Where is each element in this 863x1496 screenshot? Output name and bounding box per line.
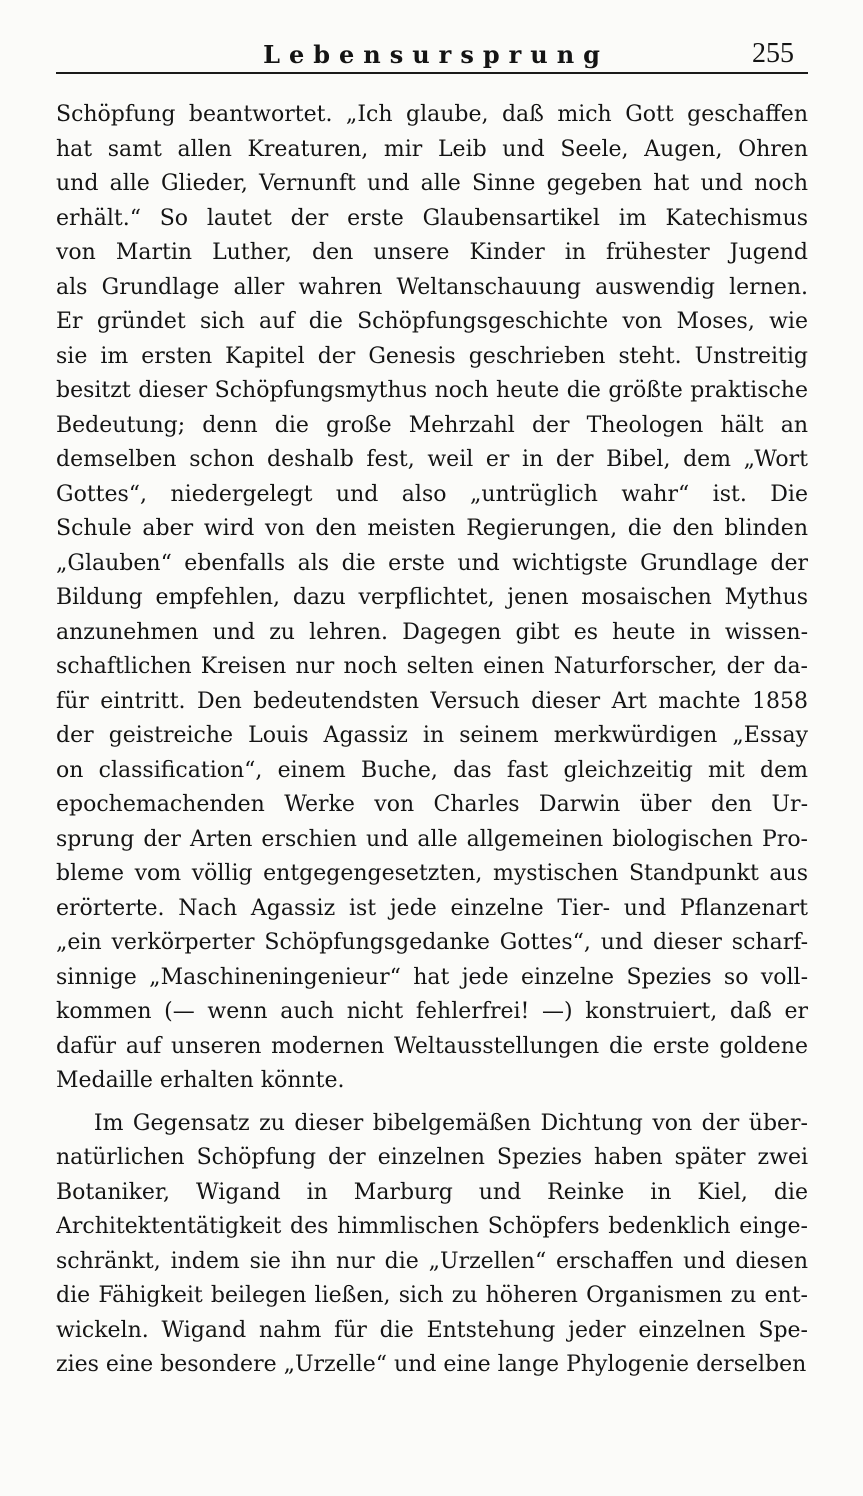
text-line: on classification“, einem Buche, das fast gleichzeitig mit dem [56, 757, 808, 783]
text-line: Er gründet sich auf die Schöpfungsgeschichte von Moses, wie [56, 309, 808, 334]
text-line: Botaniker, Wigand in Marburg und Reinke in Kiel, die [56, 1179, 808, 1205]
text-line: von Martin Luther, den unsere Kinder in frühester Jugend [56, 240, 808, 265]
paragraph [56, 98, 808, 1099]
page-header [56, 38, 808, 74]
text-line: wickeln. Wigand nahm für die Entstehung jeder einzelnen Spe- [56, 1317, 808, 1343]
text-line: für eintritt. Den bedeutendsten Versuch dieser Art machte 1858 [56, 688, 808, 714]
text-line: Schöpfung beantwortet. „Ich glaube, daß mich Gott geschaffen [56, 102, 808, 127]
text-line: und alle Glieder, Vernunft und alle Sinne gegeben hat und noch [56, 171, 808, 196]
text-line: zies eine besondere „Urzelle“ und eine lange Phylogenie derselben [56, 1352, 807, 1377]
text-line: schaftlichen Kreisen nur noch selten einen Naturforscher, der da- [56, 654, 808, 679]
text-line: epochemachenden Werke von Charles Darwin über den Ur- [56, 792, 808, 817]
text-line: der geistreiche Louis Agassiz in seinem merkwürdigen „Essay [56, 723, 808, 748]
text-line: sprung der Arten erschien und alle allgemeinen biologischen Pro- [56, 826, 808, 852]
text-line: Schule aber wird von den meisten Regierungen, die den blinden [56, 516, 808, 541]
running-title: Lebensursprung [263, 40, 609, 69]
text-line: anzunehmen und zu lehren. Dagegen gibt es heute in wissen- [56, 619, 808, 645]
text-line: Architektentätigkeit des himmlischen Schöpfers bedenklich einge- [56, 1214, 808, 1239]
text-line: erhält.“ So lautet der erste Glaubensartikel im Katechismus [56, 205, 808, 231]
text-line: als Grundlage aller wahren Weltanschauung auswendig lernen. [56, 274, 808, 300]
paragraph [56, 1107, 808, 1383]
text-line: dafür auf unseren modernen Weltausstellungen die erste goldene [56, 1033, 808, 1059]
text-line: Bildung empfehlen, dazu verpflichtet, jenen mosaischen Mythus [56, 585, 808, 610]
text-line: sie im ersten Kapitel der Genesis geschrieben steht. Unstreitig [56, 343, 808, 369]
text-line: kommen (— wenn auch nicht fehlerfrei! —) konstruiert, daß er [56, 999, 808, 1024]
text-line: schränkt, indem sie ihn nur die „Urzellen“ erschaffen und diesen [56, 1248, 808, 1274]
text-line: hat samt allen Kreaturen, mir Leib und Seele, Augen, Ohren [56, 136, 808, 162]
text-line: demselben schon deshalb fest, weil er in der Bibel, dem „Wort [56, 447, 808, 472]
page-number: 255 [752, 38, 794, 69]
text-line: erörterte. Nach Agassiz ist jede einzelne Tier- und Pflanzenart [56, 895, 808, 921]
text-line: Bedeutung; denn die große Mehrzahl der Theologen hält an [56, 412, 808, 438]
text-line: natürlichen Schöpfung der einzelnen Spezies haben später zwei [56, 1145, 808, 1170]
text-line: „ein verkörperter Schöpfungsgedanke Gottes“, und dieser scharf- [56, 930, 808, 955]
text-line: die Fähigkeit beilegen ließen, sich zu höheren Organismen zu ent- [56, 1283, 808, 1308]
paragraph-gap [56, 1099, 808, 1107]
text-line: Medaille erhalten könnte. [56, 1068, 345, 1093]
text-line: besitzt dieser Schöpfungsmythus noch heute die größte praktische [56, 378, 808, 403]
text-line: Im Gegensatz zu dieser bibelgemäßen Dichtung von der über- [56, 1110, 808, 1136]
text-line: sinnige „Maschineningenieur“ hat jede einzelne Spezies so voll- [56, 964, 808, 990]
text-line: Gottes“, niedergelegt und also „untrüglich wahr“ ist. Die [56, 481, 808, 507]
text-line: bleme vom völlig entgegengesetzten, mystischen Standpunkt aus [56, 861, 808, 886]
body-text [56, 98, 808, 1383]
text-line: „Glauben“ ebenfalls als die erste und wichtigste Grundlage der [56, 550, 808, 576]
